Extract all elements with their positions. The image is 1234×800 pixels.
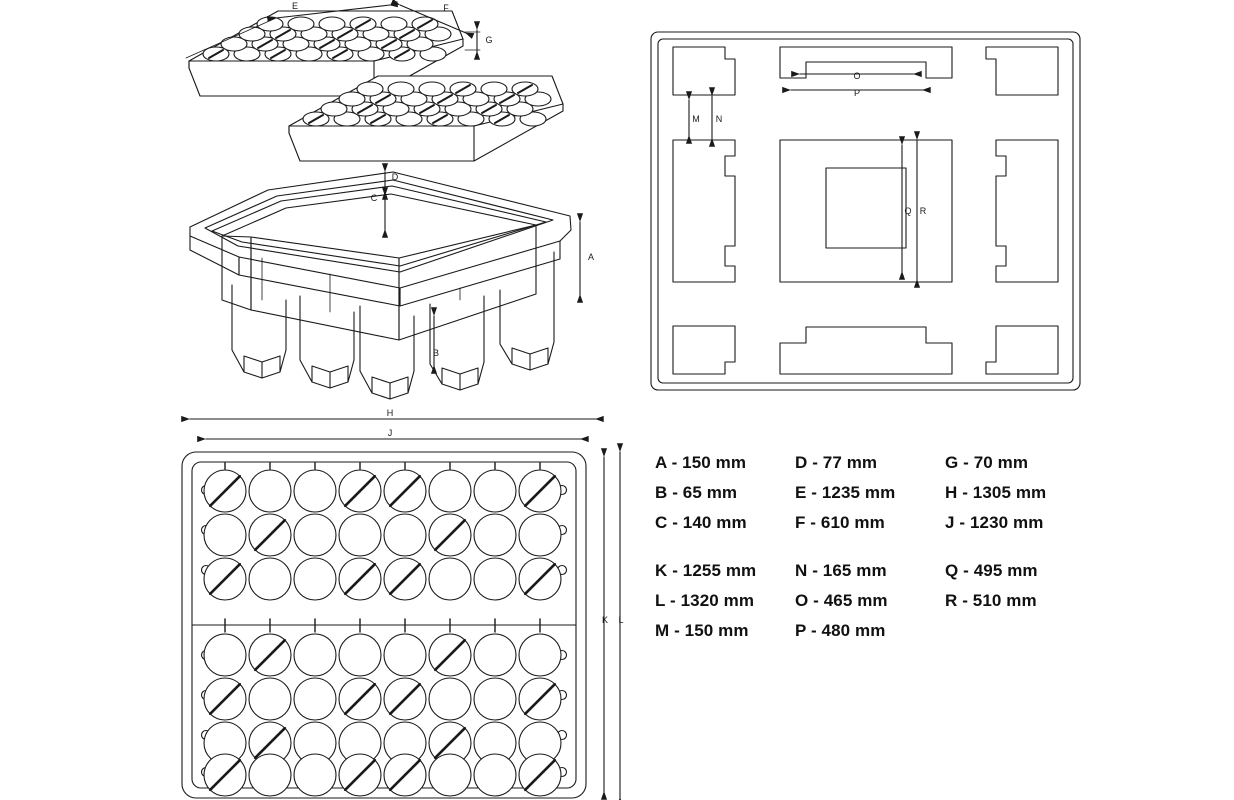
- dimension-D: D - 77 mm: [795, 453, 878, 472]
- tray-plan-view: [182, 419, 620, 798]
- callout-E: E: [291, 1, 299, 11]
- dimension-R: R - 510 mm: [945, 591, 1037, 610]
- callout-C: C: [370, 193, 378, 203]
- pallet-base-view: [190, 172, 580, 399]
- dimension-F: F - 610 mm: [795, 513, 885, 532]
- dimension-legend-group-1: [655, 452, 1095, 533]
- dimension-B: B - 65 mm: [655, 483, 738, 502]
- callout-L: L: [618, 615, 624, 625]
- dimension-H: H - 1305 mm: [945, 483, 1047, 502]
- pallet-underside-plan-view: [651, 32, 1080, 390]
- dimension-M: M - 150 mm: [655, 621, 749, 640]
- callout-H: H: [386, 408, 394, 418]
- dimension-legend: [655, 452, 1095, 641]
- callout-Q: Q: [904, 206, 912, 216]
- dimension-C: C - 140 mm: [655, 513, 747, 532]
- dimension-Q: Q - 495 mm: [945, 561, 1038, 580]
- callout-N: N: [715, 114, 723, 124]
- callout-B: B: [432, 348, 440, 358]
- dimension-N: N - 165 mm: [795, 561, 887, 580]
- dimension-P: P - 480 mm: [795, 621, 886, 640]
- callout-D: D: [391, 172, 399, 182]
- callout-F: F: [443, 3, 449, 13]
- dimension-E: E - 1235 mm: [795, 483, 896, 502]
- dimension-G: G - 70 mm: [945, 453, 1029, 472]
- dimension-legend-group-2: [655, 560, 1095, 641]
- dimension-O: O - 465 mm: [795, 591, 888, 610]
- callout-K: K: [601, 615, 609, 625]
- dimension-K: K - 1255 mm: [655, 561, 757, 580]
- dimension-J: J - 1230 mm: [945, 513, 1044, 532]
- exploded-top-trays-view: [186, 5, 563, 161]
- callout-O: O: [853, 71, 861, 81]
- dimension-L: L - 1320 mm: [655, 591, 755, 610]
- callout-A: A: [587, 252, 595, 262]
- callout-J: J: [387, 428, 393, 438]
- callout-R: R: [919, 206, 927, 216]
- dimension-A: A - 150 mm: [655, 453, 747, 472]
- callout-P: P: [853, 88, 861, 98]
- dimension-G: [465, 30, 480, 52]
- callout-M: M: [692, 114, 700, 124]
- callout-G: G: [485, 35, 493, 45]
